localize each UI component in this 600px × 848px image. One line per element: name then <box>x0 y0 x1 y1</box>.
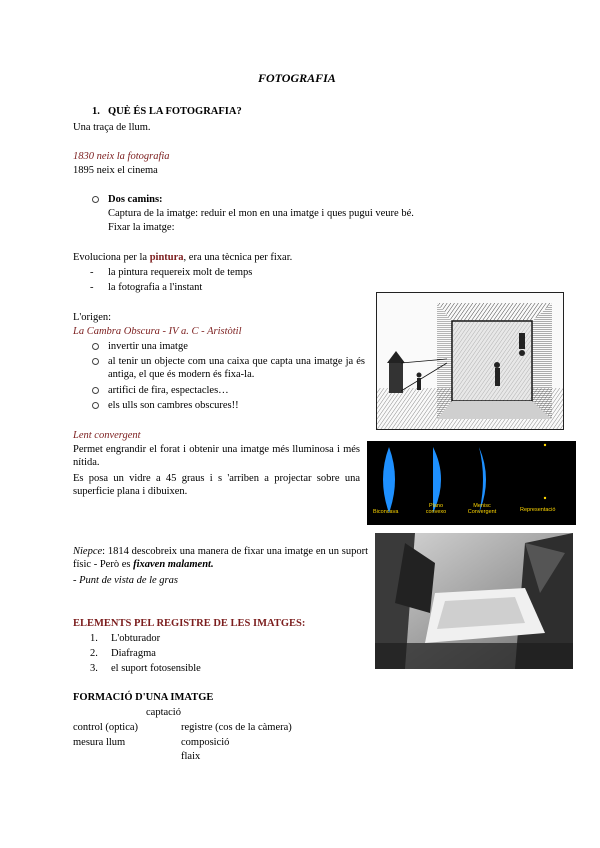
captacio-label: captació <box>146 707 181 718</box>
niepce-heliograph-photo <box>375 533 573 669</box>
bullet-circle-icon <box>92 387 99 394</box>
page-title: FOTOGRAFIA <box>258 71 336 85</box>
lens-heading: Lent convergent <box>73 430 141 441</box>
bullet-circle-icon <box>92 196 99 203</box>
evolution-line: Evoluciona per la pintura, era una tècnica per fixar. <box>73 252 293 263</box>
list-number: 2. <box>90 648 98 659</box>
lens-label: Biconcava <box>373 509 399 515</box>
two-paths-title: Dos camins: <box>108 194 163 205</box>
birth-of-photography: 1830 neix la fotografia <box>73 151 170 162</box>
fixed-badly: fixaven malament. <box>133 559 214 570</box>
list-item: Diafragma <box>111 648 156 659</box>
bullet-circle-icon <box>92 402 99 409</box>
lens-paragraph-2: Es posa un vidre a 45 graus i s 'arriben a projectar sobre una superficie plana i dibuixen. <box>73 473 360 497</box>
dash-icon: - <box>90 267 94 278</box>
lens-types-diagram <box>367 441 576 525</box>
list-item: invertir una imatge <box>108 341 188 352</box>
painting-highlight: pintura <box>149 252 184 263</box>
point-of-view-line: - Punt de vista de le gras <box>73 575 178 586</box>
list-item: L'obturador <box>111 633 161 644</box>
point-marker <box>544 444 546 446</box>
formation-cell: mesura llum <box>73 737 126 748</box>
bullet-circle-icon <box>92 358 99 365</box>
formation-cell: control (optica) <box>73 722 139 733</box>
origin-label: L'origen: <box>73 312 112 323</box>
list-item: el suport fotosensible <box>111 663 201 674</box>
section-number: 1. <box>92 106 100 117</box>
list-item: artifici de fira, espectacles… <box>108 385 229 396</box>
lens-label: Plano convexo <box>425 503 447 515</box>
list-item: la pintura requereix molt de temps <box>108 267 253 278</box>
section-heading: QUÈ ÉS LA FOTOGRAFIA? <box>108 106 242 117</box>
list-item: els ulls son cambres obscures!! <box>108 400 239 411</box>
birth-of-cinema: 1895 neix el cinema <box>73 165 158 176</box>
formation-cell: flaix <box>181 751 201 762</box>
list-item: la fotografia a l'instant <box>108 282 203 293</box>
formation-cell: composició <box>181 737 230 748</box>
lens-label: Representació <box>520 507 556 513</box>
list-number: 3. <box>90 663 98 674</box>
lens-label: Menisc Convergent <box>467 503 497 515</box>
formation-heading: FORMACIÓ D'UNA IMATGE <box>73 692 214 703</box>
bullet-circle-icon <box>92 343 99 350</box>
intro-line: Una traça de llum. <box>73 122 151 133</box>
list-item: al tenir un objecte com una caixa que capta una imatge ja és antiga, el que és modern és fixa-la. <box>108 356 365 380</box>
niepce-paragraph: Niepce: 1814 descobreix una manera de fixar una imatge en un suport físic - Però es fixaven malament. <box>73 546 368 570</box>
point-marker <box>544 497 546 499</box>
list-number: 1. <box>90 633 98 644</box>
lens-paragraph-1: Permet engrandir el forat i obtenir una imatge més lluminosa i més nítida. <box>73 444 360 468</box>
fix-line: Fixar la imatge: <box>108 222 175 233</box>
biconvex-lens <box>383 447 395 513</box>
elements-heading: ELEMENTS PEL REGISTRE DE LES IMATGES: <box>73 618 306 629</box>
formation-cell: registre (cos de la càmera) <box>181 722 292 733</box>
camera-obscura-engraving <box>376 292 564 430</box>
dash-icon: - <box>90 282 94 293</box>
niepce-name: Niepce <box>73 546 103 557</box>
capture-line: Captura de la imatge: reduir el mon en una imatge i ques pugui veure bé. <box>108 208 414 219</box>
camera-obscura-title: La Cambra Obscura - IV a. C - Aristòtil <box>73 326 242 337</box>
